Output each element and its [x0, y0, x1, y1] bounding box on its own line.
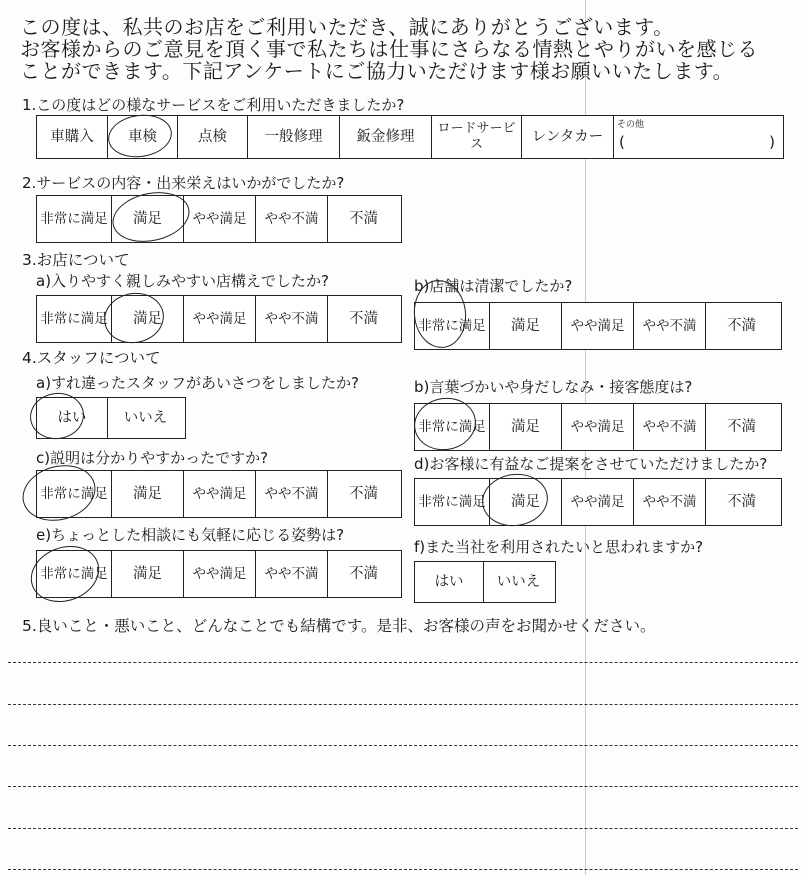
q4a-label: a)すれ違ったスタッフがあいさつをしましたか? [36, 374, 360, 392]
q1-other-open-paren: ( [619, 133, 625, 151]
q4c-rating-row [36, 470, 402, 518]
q4c-somewhat-dissatisfied[interactable]: やや 不満 [255, 471, 327, 517]
q4e-satisfied[interactable]: 満足 [111, 551, 183, 597]
intro-text [20, 16, 805, 82]
q1-option-inspection[interactable]: 点検 [177, 116, 247, 158]
q5-label: 5.良いこと・悪いこと、どんなことでも結構です。是非、お客様の声をお聞かせください。 [22, 617, 656, 635]
q2-satisfied[interactable]: 満足 [111, 196, 183, 242]
q4e-very-satisfied[interactable]: 非常に 満足 [40, 565, 108, 582]
q3b-somewhat-satisfied[interactable]: やや 満足 [561, 303, 633, 349]
comment-line[interactable] [8, 662, 798, 663]
q4f-no[interactable]: いいえ [483, 562, 553, 602]
q4a-yes[interactable]: はい [57, 410, 87, 426]
q2-somewhat-dissatisfied[interactable]: やや 不満 [255, 196, 327, 242]
q1-other-close-paren: ) [769, 133, 775, 151]
q3a-label: a)入りやすく親しみやすい店構えでしたか? [36, 272, 330, 290]
comment-line[interactable] [8, 828, 798, 829]
q4f-yes-no-row [414, 561, 556, 603]
q4c-somewhat-satisfied[interactable]: やや 満足 [183, 471, 255, 517]
q3b-somewhat-dissatisfied[interactable]: やや 不満 [633, 303, 705, 349]
q4b-somewhat-satisfied[interactable]: やや 満足 [561, 404, 633, 450]
q4b-rating-row [414, 403, 782, 451]
q4e-label: e)ちょっとした相談にも気軽に応じる姿勢は? [36, 526, 345, 544]
q3b-very-satisfied[interactable]: 非常に 満足 [418, 317, 486, 334]
q4a-no[interactable]: いいえ [107, 398, 183, 438]
q3a-dissatisfied[interactable]: 不満 [327, 296, 399, 342]
q4f-label: f)また当社を利用されたいと思われますか? [414, 538, 704, 556]
q1-other-label: その他 [617, 120, 645, 130]
q4d-very-satisfied[interactable]: 非常に 満足 [418, 493, 486, 510]
q4b-dissatisfied[interactable]: 不満 [705, 404, 777, 450]
q3a-rating-row [36, 295, 402, 343]
q2-rating-row [36, 195, 402, 243]
q1-option-sheet-metal[interactable]: 鈑金修理 [339, 116, 431, 158]
q1-option-road-service[interactable]: ロードサービス [431, 116, 521, 158]
q3a-very-satisfied[interactable]: 非常に 満足 [40, 310, 108, 327]
comment-line[interactable] [8, 786, 798, 787]
q4b-somewhat-dissatisfied[interactable]: やや 不満 [633, 404, 705, 450]
intro-line-3: ことができます。下記アンケートにご協力いただけます様お願いいたします。 [20, 59, 734, 83]
q4a-yes-no-row [36, 397, 186, 439]
q1-option-car-purchase[interactable]: 車購入 [50, 129, 94, 145]
q4d-rating-row [414, 478, 782, 526]
q4c-label: c)説明は分かりやすかったですか? [36, 449, 269, 467]
q4b-very-satisfied[interactable]: 非常に 満足 [418, 418, 486, 435]
q2-somewhat-satisfied[interactable]: やや 満足 [183, 196, 255, 242]
q1-option-other[interactable] [613, 116, 780, 158]
q4e-dissatisfied[interactable]: 不満 [327, 551, 399, 597]
comment-line[interactable] [8, 869, 798, 870]
comment-line[interactable] [8, 745, 798, 746]
q4c-satisfied[interactable]: 満足 [111, 471, 183, 517]
q3a-satisfied[interactable]: 満足 [111, 296, 183, 342]
intro-line-1: この度は、私共のお店をご利用いただき、誠にありがとうございます。 [20, 15, 674, 39]
q4e-somewhat-dissatisfied[interactable]: やや 不満 [255, 551, 327, 597]
q3b-dissatisfied[interactable]: 不満 [705, 303, 777, 349]
q4b-satisfied[interactable]: 満足 [489, 404, 561, 450]
q1-option-rental-car[interactable]: レンタカー [521, 116, 613, 158]
q3b-rating-row [414, 302, 782, 350]
q1-options [36, 115, 784, 159]
q4e-somewhat-satisfied[interactable]: やや 満足 [183, 551, 255, 597]
q4c-dissatisfied[interactable]: 不満 [327, 471, 399, 517]
q1-option-shaken[interactable]: 車検 [107, 116, 177, 158]
q3a-somewhat-dissatisfied[interactable]: やや 不満 [255, 296, 327, 342]
q2-very-satisfied[interactable]: 非常に 満足 [40, 210, 108, 227]
q1-option-general-repair[interactable]: 一般修理 [247, 116, 339, 158]
q4d-dissatisfied[interactable]: 不満 [705, 479, 777, 525]
q3-label: 3.お店について [22, 251, 130, 269]
q4b-label: b)言葉づかいや身だしなみ・接客態度は? [414, 378, 693, 396]
intro-line-2: お客様からのご意見を頂く事で私たちは仕事にさらなる情熱とやりがいを感じる [20, 37, 758, 61]
q3b-label: b)店舗は清潔でしたか? [414, 277, 573, 295]
q4c-very-satisfied[interactable]: 非常に 満足 [40, 485, 108, 502]
q4-label: 4.スタッフについて [22, 349, 161, 367]
q4f-yes[interactable]: はい [434, 574, 464, 590]
q4d-satisfied[interactable]: 満足 [489, 479, 561, 525]
q3a-somewhat-satisfied[interactable]: やや 満足 [183, 296, 255, 342]
q2-dissatisfied[interactable]: 不満 [327, 196, 399, 242]
q4d-label: d)お客様に有益なご提案をさせていただけましたか? [414, 455, 768, 473]
q3b-satisfied[interactable]: 満足 [489, 303, 561, 349]
q4d-somewhat-satisfied[interactable]: やや 満足 [561, 479, 633, 525]
q1-label: 1.この度はどの様なサービスをご利用いただきましたか? [22, 96, 405, 114]
q2-label: 2.サービスの内容・出来栄えはいかがでしたか? [22, 174, 345, 192]
q4d-somewhat-dissatisfied[interactable]: やや 不満 [633, 479, 705, 525]
q4e-rating-row [36, 550, 402, 598]
comment-line[interactable] [8, 704, 798, 705]
